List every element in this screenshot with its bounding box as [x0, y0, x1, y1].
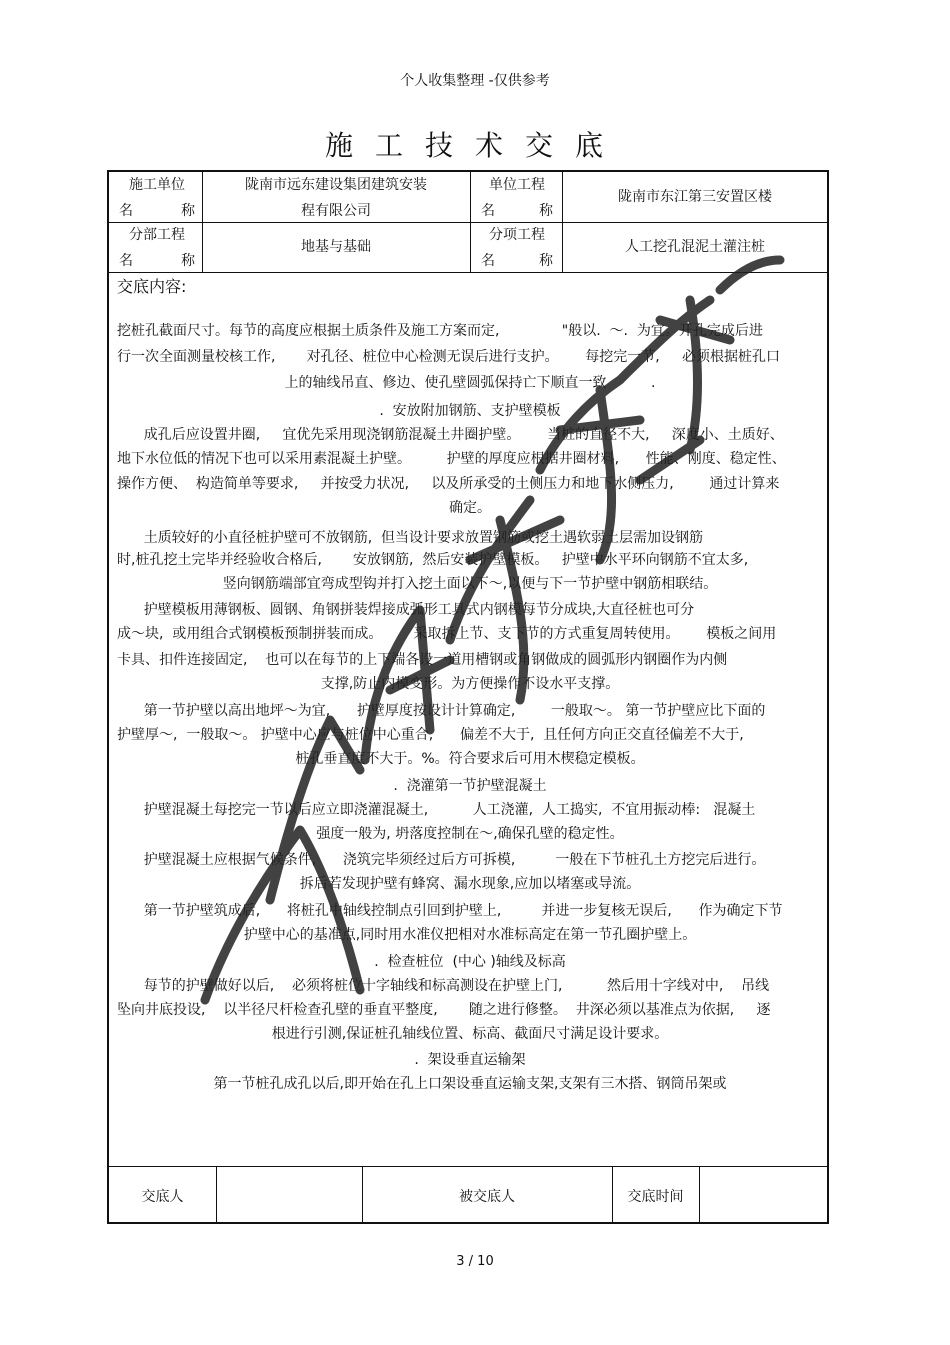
content-heading: 交底内容: [117, 277, 187, 296]
content-paragraph: 行一次全面测量校核工作, 对孔径、桩位中心检测无误后进行支护。 每挖完一节, 必须根据桩孔口 [117, 349, 781, 365]
content-paragraph: 第一节桩孔成孔以后,即开始在孔上口架设垂直运输支架,支架有三木搭、钢筒吊架或 [213, 1076, 727, 1092]
content-paragraph: 坠向井底投设, 以半径尺杆检查孔壁的垂直平整度, 随之进行修整。 井深必须以基准点为依据, 逐 [117, 1002, 771, 1018]
content-paragraph: 卡具、扣件连接固定, 也可以在每节的上下端各设一道用槽钢或角钢做成的圆弧形内钢圈作为内侧 [117, 652, 728, 668]
column-divider [562, 172, 563, 272]
content-paragraph: 地下水位低的情况下也可以采用素混凝土护壁。 护壁的厚度应根据井圈材料, 性能、刚度、稳定性、 [117, 451, 786, 467]
received-by-label: 被交底人 [459, 1189, 515, 1205]
section-heading: . 安放附加钢筋、支护壁模板 [379, 403, 561, 419]
subitem-project-value: 人工挖孔混泥土灌注桩 [625, 239, 765, 255]
content-paragraph: 土质较好的小直径桩护壁可不放钢筋, 但当设计要求放置钢筋或挖土遇软弱土层需加设钢筋 [117, 530, 704, 546]
column-divider [470, 172, 471, 272]
section-heading: . 架设垂直运输架 [414, 1052, 526, 1068]
page-number: 3 / 10 [456, 1254, 494, 1269]
content-paragraph: 护壁混凝土应根据气候条件, 浇筑完毕须经过后方可拆模, 一般在下节桩孔土方挖完后进行。 [117, 852, 766, 868]
content-paragraph: 挖桩孔截面尺寸。每节的高度应根据土质条件及施工方案而定, "般以. ～. 为宜。开孔完成后进 [117, 323, 763, 339]
construction-unit-value: 陇南市远东建设集团建筑安装 程有限公司 [245, 177, 427, 219]
content-paragraph: 第一节护壁筑成后, 将桩孔中轴线控制点引回到护壁上, 并进一步复核无误后, 作为确定下节 [117, 903, 783, 919]
handover-by-label: 交底人 [141, 1189, 184, 1205]
content-paragraph: 确定。 [449, 500, 491, 516]
content-paragraph: 上的轴线吊直、修边、使孔壁圆弧保持亡下顺直一致 . [284, 375, 656, 391]
content-paragraph: 每节的护壁做好以后, 必须将桩位十字轴线和标高测设在护壁上门, 然后用十字线对中, 吊线 [117, 978, 770, 994]
column-divider [216, 1166, 217, 1222]
content-paragraph: 桩孔垂直度不大于。%。符合要求后可用木楔稳定模板。 [295, 751, 645, 767]
content-paragraph: 强度一般为, 坍落度控制在～,确保孔壁的稳定性。 [316, 826, 624, 842]
content-paragraph: 根进行引测,保证桩孔轴线位置、标高、截面尺寸满足设计要求。 [271, 1026, 669, 1042]
division-project-value: 地基与基础 [301, 239, 371, 255]
section-heading: . 检查桩位 (中心 )轴线及标高 [374, 954, 566, 970]
content-paragraph: 护壁模板用薄钢板、圆钢、角钢拼装焊接成弧形工具式内钢模每节分成块,大直径桩也可分 [117, 602, 695, 618]
handover-time-label: 交底时间 [627, 1189, 684, 1205]
unit-project-label: 单位工程 名 称 [481, 177, 553, 219]
column-divider [202, 172, 203, 272]
section-heading: . 浇灌第一节护壁混凝土 [393, 778, 547, 794]
content-paragraph: 成孔后应设置井圈, 宜优先采用现浇钢筋混凝土井圈护壁。 当桩的直径不大, 深度小、土质好、 [117, 427, 784, 443]
subitem-project-label: 分项工程 名 称 [481, 227, 553, 269]
row-divider [109, 272, 827, 273]
header-note: 个人收集整理 -仅供参考 [400, 73, 550, 89]
content-paragraph: 护壁厚～, 一般取～。 护壁中心应与桩位中心重合, 偏差不大于, 且任何方向正交直径偏差不大于, [117, 727, 744, 743]
unit-project-value: 陇南市东江第三安置区楼 [618, 189, 772, 205]
content-paragraph: 操作方便、 构造简单等要求, 并按受力状况, 以及所承受的土侧压力和地下水侧压力, 通过计算来 [117, 476, 780, 492]
content-paragraph: 竖向钢筋端部宜弯成型钩并打入挖土面以下～,以便与下一节护壁中钢筋相联结。 [222, 576, 718, 592]
content-paragraph: 时,桩孔挖土完毕并经验收合格后, 安放钢筋, 然后安装护壁模板。 护壁中水平环向钢筋不宜太多, [117, 552, 749, 568]
document-title: 施工技术交底 [324, 129, 625, 162]
division-project-label: 分部工程 名 称 [119, 227, 195, 269]
content-paragraph: 护壁中心的基准点,同时用水准仪把相对水准标高定在第一节孔圈护壁上。 [243, 927, 697, 943]
content-paragraph: 拆后若发现护壁有蜂窝、漏水现象,应加以堵塞或导流。 [299, 876, 641, 892]
content-paragraph: 成～块, 或用组合式钢模板预制拼装而成。 采取拆上节、支下节的方式重复周转使用。 模板之间用 [117, 626, 777, 642]
content-paragraph: 护壁混凝土每挖完一节以后应立即浇灌混凝土, 人工浇灌, 人工捣实, 不宜用振动棒: 混凝土 [117, 802, 756, 818]
construction-unit-label: 施工单位 名 称 [119, 177, 195, 219]
handover-table [107, 170, 829, 1224]
content-paragraph: 第一节护壁以高出地坪～为宜, 护壁厚度按设计计算确定, 一般取～。 第一节护壁应比下面的 [117, 703, 766, 719]
content-paragraph: 支撑,防止内模变形。为方便操作不设水平支撑。 [320, 676, 620, 692]
column-divider [699, 1166, 700, 1222]
